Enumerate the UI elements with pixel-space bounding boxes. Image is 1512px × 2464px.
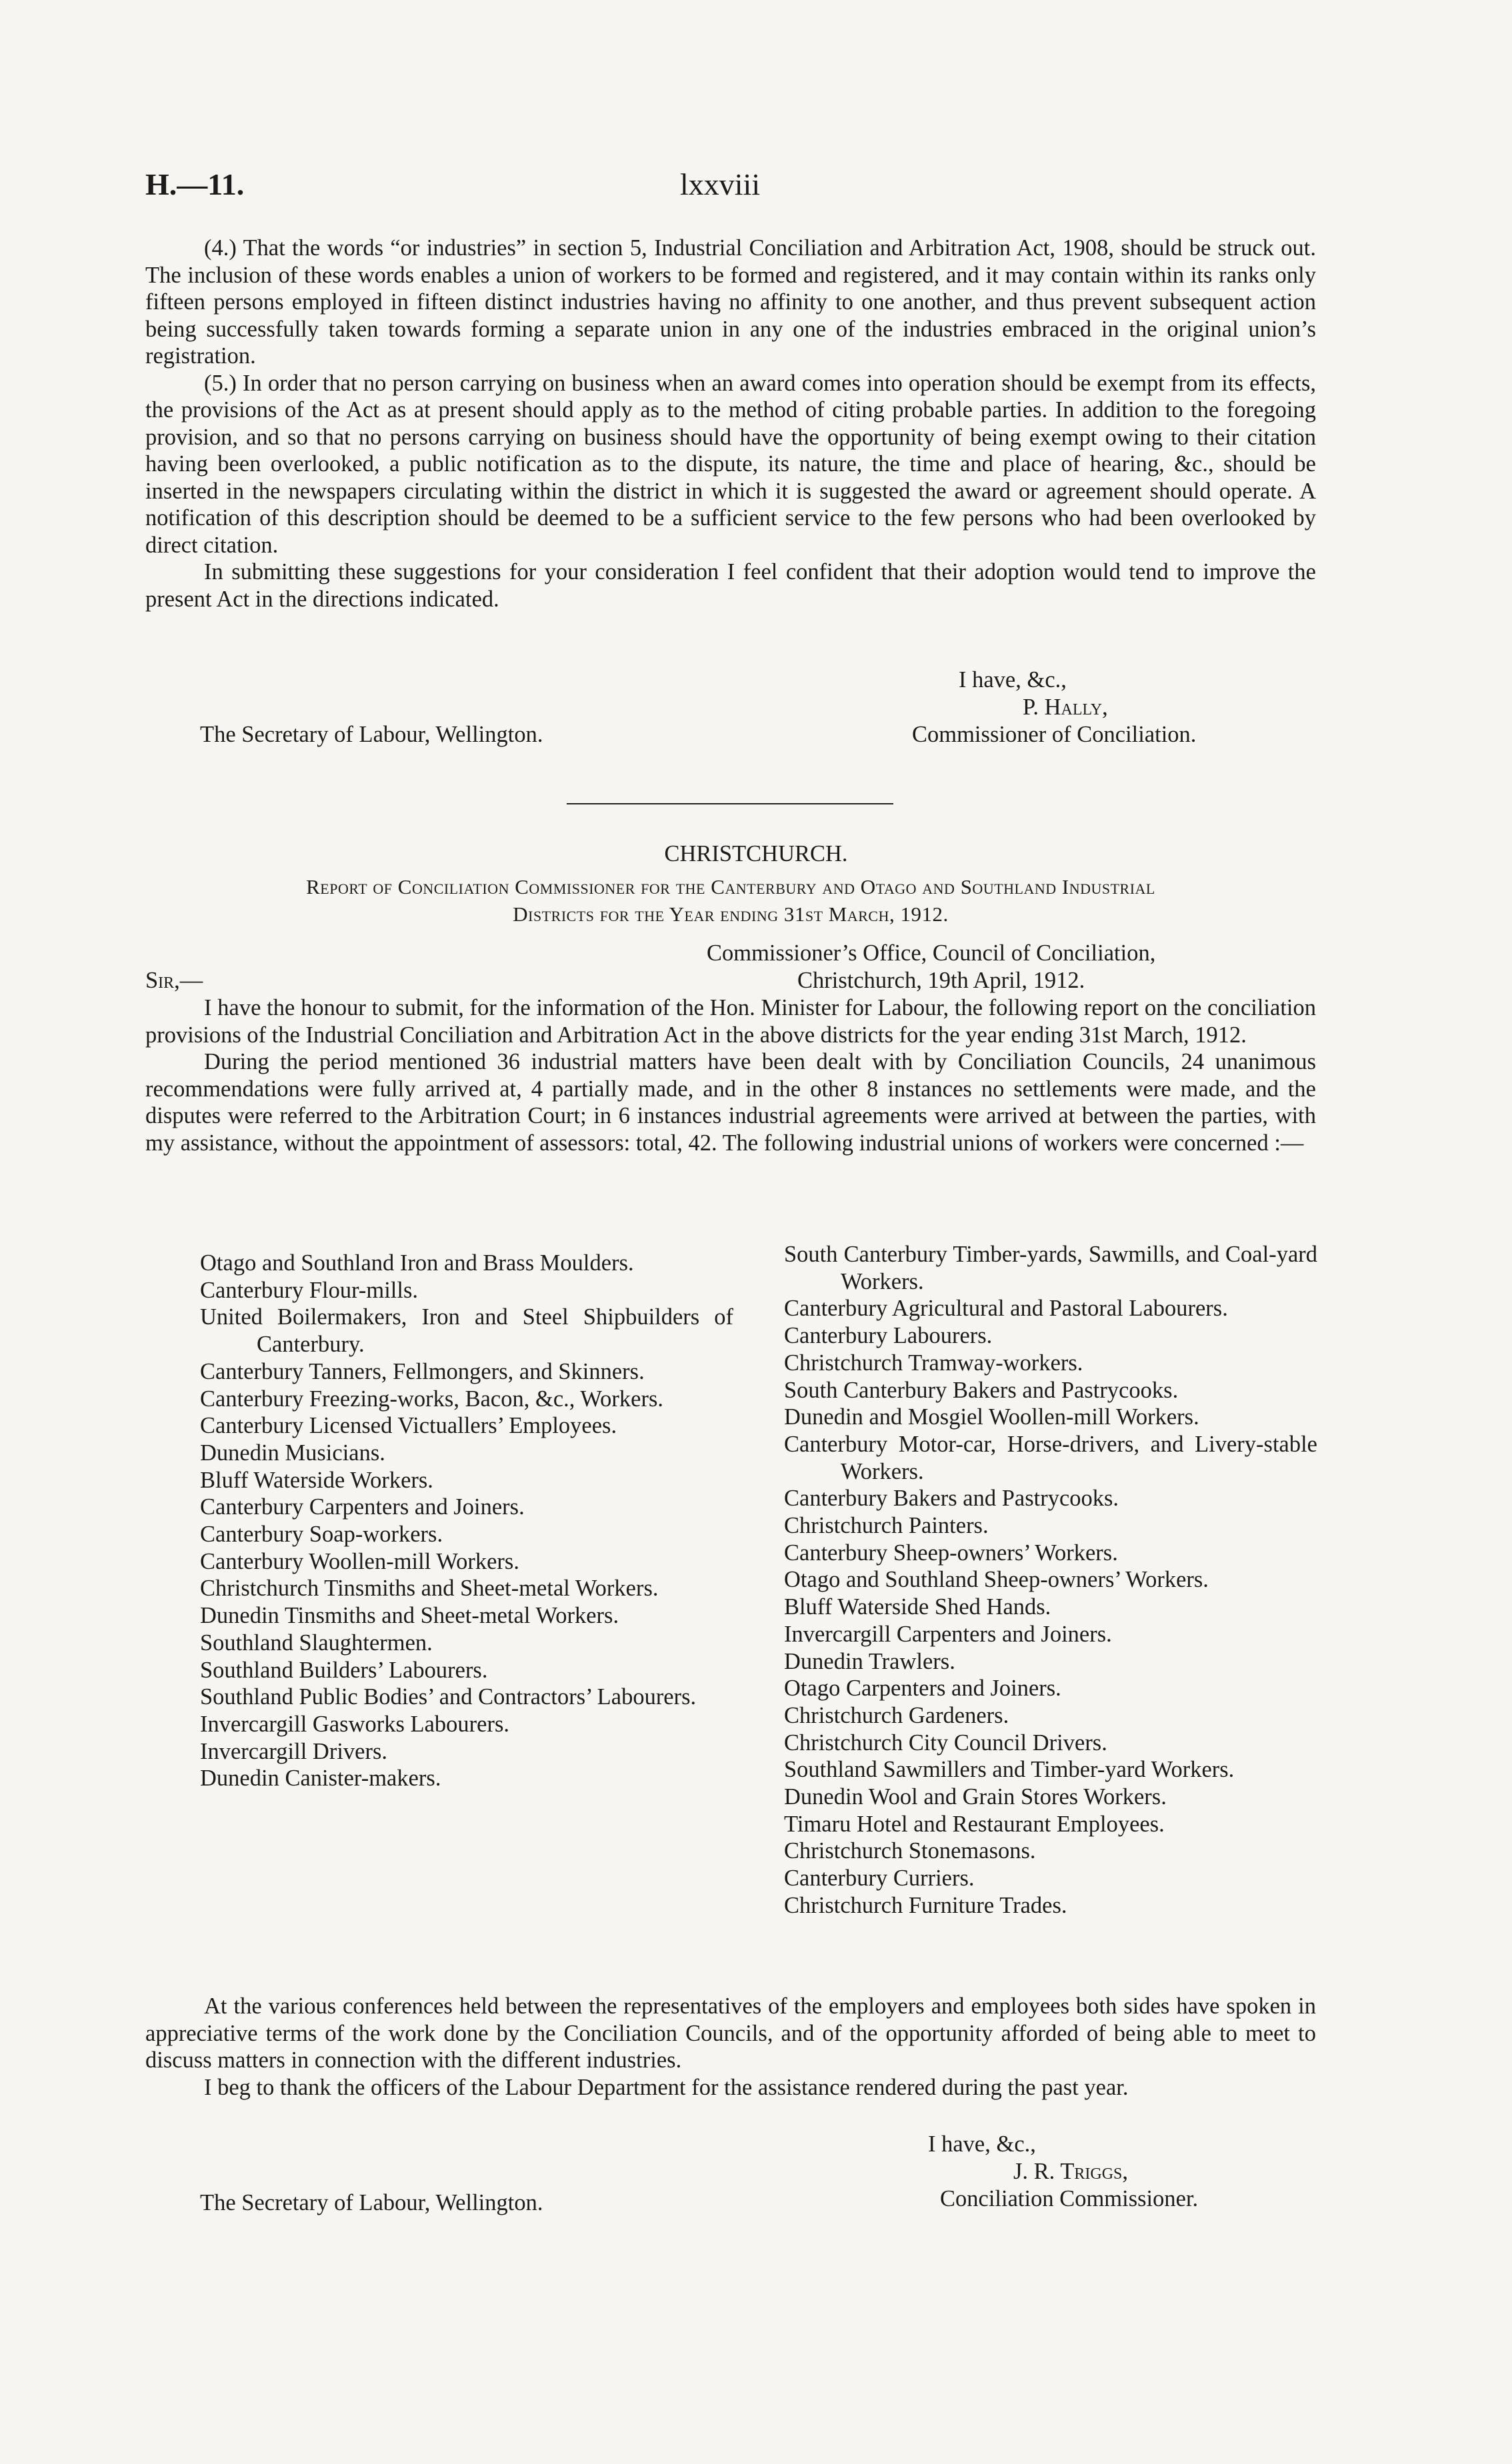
list-item: Canterbury Freezing-works, Bacon, &c., Workers.: [200, 1386, 664, 1412]
report-thanks: I beg to thank the officers of the Labour Department for the assistance rendered during the past year.: [204, 2074, 1129, 2100]
list-item: Dunedin Trawlers.: [784, 1648, 955, 1674]
office-address: Commissioner’s Office, Council of Conciliation,: [707, 940, 1156, 966]
list-item: Timaru Hotel and Restaurant Employees.: [784, 1811, 1165, 1837]
page-identifier: H.—11.: [145, 167, 245, 201]
letter-date: Christchurch, 19th April, 1912.: [797, 968, 1085, 993]
paragraph-4: (4.) That the words “or industries” in section 5, Industrial Conciliation and Arbitration Act, 1908, should be struck out. The inclusion of these words enables a union of workers to be formed and registered, and it may contain within its ranks only fifteen persons employed in fifteen distinct industries having no affinity to one another, and thus prevent subsequent action being successfully taken towards forming a separate union in any one of the industries embraced in the original union’s registration.: [145, 235, 1316, 369]
list-item: Christchurch City Council Drivers.: [784, 1730, 1107, 1756]
list-item: Southland Slaughtermen.: [200, 1630, 433, 1656]
section-subtitle-line1: Report of Conciliation Commissioner for the Canterbury and Otago and Southland Industrial: [306, 875, 1155, 898]
signer-title: Commissioner of Conciliation.: [912, 722, 1197, 747]
signer-name-2: J. R. Triggs,: [1013, 2159, 1129, 2184]
list-item: Dunedin and Mosgiel Woollen-mill Workers.: [784, 1404, 1199, 1430]
list-item: Christchurch Furniture Trades.: [784, 1892, 1067, 1918]
list-item: Canterbury Sheep-owners’ Workers.: [784, 1540, 1118, 1566]
closing-phrase-2: I have, &c.,: [928, 2131, 1036, 2157]
addressee: The Secretary of Labour, Wellington.: [200, 722, 543, 747]
list-item: Otago and Southland Sheep-owners’ Workers.: [784, 1567, 1209, 1593]
list-item: Otago and Southland Iron and Brass Moulders.: [200, 1250, 634, 1276]
paragraph-conclusion: In submitting these suggestions for your consideration I feel confident that their adoption would tend to improve the present Act in the directions indicated.: [145, 559, 1316, 612]
list-item: Christchurch Stonemasons.: [784, 1838, 1036, 1864]
list-item: Canterbury Labourers.: [784, 1323, 993, 1349]
letter2-closing-body: [145, 1993, 1316, 2101]
letter1-body: [145, 235, 1316, 613]
list-item: Canterbury Carpenters and Joiners.: [200, 1494, 525, 1520]
list-item: Canterbury Soap-workers.: [200, 1522, 443, 1548]
list-item: Southland Public Bodies’ and Contractors’ Labourers.: [200, 1684, 697, 1710]
report-summary: During the period mentioned 36 industrial matters have been dealt with by Conciliation Councils, 24 unanimous recommendations were fully arrived at, 4 partially made, and in the other 8 instances no settlements were made, and the disputes were referred to the Arbitration Court; in 6 instances industrial agreements were arrived at between the parties, with my assistance, without the appointment of assessors: total, 42. The following industrial unions of workers were concerned :—: [145, 1049, 1316, 1156]
list-item: Otago Carpenters and Joiners.: [784, 1676, 1061, 1702]
list-item: Southland Sawmillers and Timber-yard Workers.: [784, 1757, 1235, 1783]
section-title: CHRISTCHURCH.: [664, 841, 848, 866]
paragraph-5: (5.) In order that no person carrying on business when an award comes into operation should be exempt from its effects, the provisions of the Act as at present should apply as to the method of citing probable parties. In addition to the foregoing provision, and so that no persons carrying on business should have the opportunity of being exempt owing to their citation having been overlooked, a public notification as to the dispute, its nature, the time and place of hearing, &c., should be inserted in the newspapers circulating within the district in which it is suggested the award or agreement should operate. A notification of this description should be deemed to be a sufficient service to the few persons who had been overlooked by direct citation.: [145, 370, 1316, 558]
section-divider: [567, 803, 893, 804]
list-item: United Boilermakers, Iron and Steel Shipbuilders of Canterbury.: [200, 1304, 733, 1358]
report-intro: I have the honour to submit, for the information of the Hon. Minister for Labour, the following report on the conciliation provisions of the Industrial Conciliation and Arbitration Act in the above districts for the year ending 31st March, 1912.: [145, 995, 1316, 1048]
list-item: Canterbury Curriers.: [784, 1865, 975, 1891]
salutation: Sir,—: [145, 968, 203, 993]
list-item: Canterbury Flour-mills.: [200, 1277, 419, 1303]
list-item: South Canterbury Timber-yards, Sawmills, and Coal-yard Workers.: [784, 1242, 1317, 1294]
page-number: lxxviii: [680, 167, 761, 201]
addressee-2: The Secretary of Labour, Wellington.: [200, 2190, 543, 2215]
list-item: Dunedin Musicians.: [200, 1440, 385, 1466]
list-item: Christchurch Tramway-workers.: [784, 1350, 1083, 1376]
list-item: Dunedin Wool and Grain Stores Workers.: [784, 1784, 1167, 1810]
list-item: Invercargill Carpenters and Joiners.: [784, 1621, 1112, 1647]
list-item: Invercargill Drivers.: [200, 1738, 388, 1764]
section-subtitle-line2: Districts for the Year ending 31st March, 1912.: [513, 902, 949, 926]
list-item: South Canterbury Bakers and Pastrycooks.: [784, 1377, 1179, 1403]
list-item: Bluff Waterside Shed Hands.: [784, 1594, 1051, 1620]
signer-name: P. Hally,: [1023, 694, 1108, 720]
list-item: Canterbury Tanners, Fellmongers, and Skinners.: [200, 1358, 645, 1384]
list-item: Bluff Waterside Workers.: [200, 1467, 433, 1493]
signer-title-2: Conciliation Commissioner.: [940, 2186, 1199, 2211]
list-item: Dunedin Canister-makers.: [200, 1766, 441, 1792]
list-item: Christchurch Painters.: [784, 1513, 989, 1539]
unions-list-left: [200, 1250, 733, 1792]
unions-list-right: [784, 1241, 1317, 1919]
list-item: Canterbury Agricultural and Pastoral Labourers.: [784, 1296, 1228, 1322]
list-item: Canterbury Bakers and Pastrycooks.: [784, 1486, 1119, 1512]
closing-phrase: I have, &c.,: [959, 667, 1067, 692]
list-item: Southland Builders’ Labourers.: [200, 1657, 488, 1683]
list-item: Invercargill Gasworks Labourers.: [200, 1711, 509, 1737]
letter2-body: [145, 994, 1316, 1156]
list-item: Christchurch Gardeners.: [784, 1702, 1009, 1728]
list-item: Christchurch Tinsmiths and Sheet-metal Workers.: [200, 1576, 659, 1602]
list-item: Canterbury Woollen-mill Workers.: [200, 1548, 519, 1574]
report-conferences: At the various conferences held between the representatives of the employers and employees both sides have spoken in appreciative terms of the work done by the Conciliation Councils, and of the opportunity afforded of being able to meet to discuss matters in connection with the different industries.: [145, 1993, 1316, 2073]
list-item: Canterbury Motor-car, Horse-drivers, and Livery-stable Workers.: [784, 1431, 1317, 1484]
list-item: Dunedin Tinsmiths and Sheet-metal Workers.: [200, 1603, 619, 1629]
list-item: Canterbury Licensed Victuallers’ Employees.: [200, 1413, 617, 1439]
